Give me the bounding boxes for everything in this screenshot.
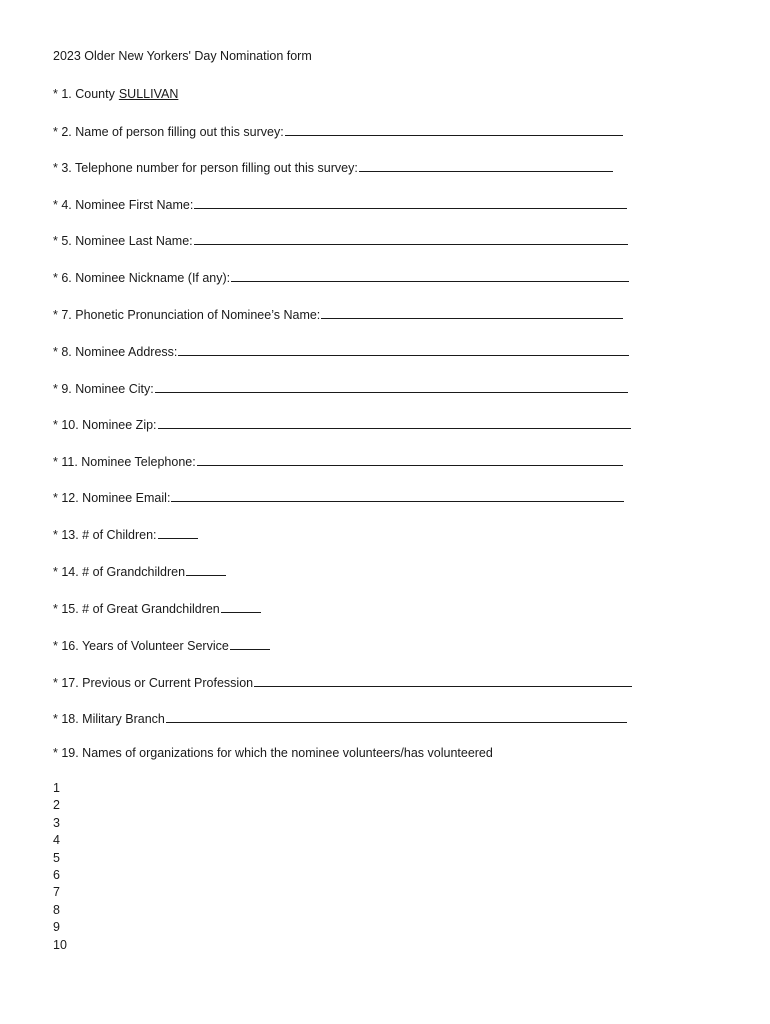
military-branch-label: * 18. Military Branch	[53, 712, 165, 726]
nominee-city-blank[interactable]	[155, 380, 628, 393]
nominee-address-label: * 8. Nominee Address:	[53, 345, 178, 359]
nominee-pronunciation-blank[interactable]	[321, 306, 623, 319]
surveyor-name-field	[53, 123, 623, 139]
nominee-nickname-label: * 6. Nominee Nickname (If any):	[53, 271, 231, 285]
military-branch-field	[53, 710, 627, 726]
volunteer-years-field	[53, 637, 270, 653]
great-grandchildren-count-label: * 15. # of Great Grandchildren	[53, 602, 220, 616]
surveyor-phone-field	[53, 159, 613, 175]
profession-label: * 17. Previous or Current Profession	[53, 676, 254, 690]
nominee-first-name-label: * 4. Nominee First Name:	[53, 198, 194, 212]
grandchildren-count-blank[interactable]	[186, 563, 226, 576]
children-count-blank[interactable]	[158, 526, 198, 539]
nominee-telephone-label: * 11. Nominee Telephone:	[53, 455, 196, 469]
list-item: 3	[53, 815, 60, 830]
profession-field	[53, 674, 632, 690]
great-grandchildren-count-blank[interactable]	[221, 600, 261, 613]
county-value[interactable]: SULLIVAN	[118, 87, 179, 101]
list-item: 10	[53, 937, 67, 952]
list-item: 5	[53, 850, 60, 865]
children-count-label: * 13. # of Children:	[53, 528, 157, 542]
grandchildren-count-label: * 14. # of Grandchildren	[53, 565, 186, 579]
surveyor-phone-blank[interactable]	[359, 159, 613, 172]
nominee-nickname-blank[interactable]	[231, 269, 629, 282]
nominee-city-field	[53, 380, 628, 396]
list-item: 6	[53, 868, 60, 883]
nominee-telephone-field	[53, 453, 623, 469]
nominee-email-blank[interactable]	[171, 489, 624, 502]
nominee-zip-label: * 10. Nominee Zip:	[53, 418, 157, 432]
nominee-pronunciation-label: * 7. Phonetic Pronunciation of Nominee’s Name:	[53, 308, 321, 322]
children-count-field	[53, 526, 198, 542]
list-item: 7	[53, 885, 60, 900]
list-item: 4	[53, 833, 60, 848]
organizations-question: * 19. Names of organizations for which the nominee volunteers/has volunteered	[53, 746, 493, 760]
nominee-first-name-field	[53, 196, 627, 212]
list-item: 2	[53, 798, 60, 813]
county-field	[53, 86, 178, 102]
nominee-last-name-field	[53, 232, 628, 248]
nominee-zip-field	[53, 416, 631, 432]
volunteer-years-label: * 16. Years of Volunteer Service	[53, 639, 229, 653]
form-title: 2023 Older New Yorkers' Day Nomination form	[53, 49, 312, 63]
military-branch-blank[interactable]	[166, 710, 627, 723]
list-item: 9	[53, 920, 60, 935]
list-item: 1	[53, 781, 60, 795]
nominee-nickname-field	[53, 269, 629, 285]
nominee-email-field	[53, 489, 624, 505]
nominee-pronunciation-field	[53, 306, 623, 322]
profession-blank[interactable]	[254, 674, 632, 687]
great-grandchildren-count-field	[53, 600, 261, 616]
nominee-address-blank[interactable]	[178, 343, 629, 356]
grandchildren-count-field	[53, 563, 226, 579]
nominee-first-name-blank[interactable]	[194, 196, 627, 209]
organizations-list	[53, 780, 67, 954]
nominee-last-name-label: * 5. Nominee Last Name:	[53, 234, 193, 248]
surveyor-name-blank[interactable]	[285, 123, 623, 136]
county-label: * 1. County	[53, 87, 115, 101]
list-item: 8	[53, 902, 60, 917]
nominee-telephone-blank[interactable]	[197, 453, 623, 466]
nominee-last-name-blank[interactable]	[194, 232, 628, 245]
nominee-address-field	[53, 343, 629, 359]
surveyor-name-label: * 2. Name of person filling out this survey:	[53, 125, 284, 139]
surveyor-phone-label: * 3. Telephone number for person filling out this survey:	[53, 161, 358, 175]
nominee-zip-blank[interactable]	[158, 416, 631, 429]
nominee-city-label: * 9. Nominee City:	[53, 382, 154, 396]
nominee-email-label: * 12. Nominee Email:	[53, 491, 171, 505]
volunteer-years-blank[interactable]	[230, 637, 270, 650]
